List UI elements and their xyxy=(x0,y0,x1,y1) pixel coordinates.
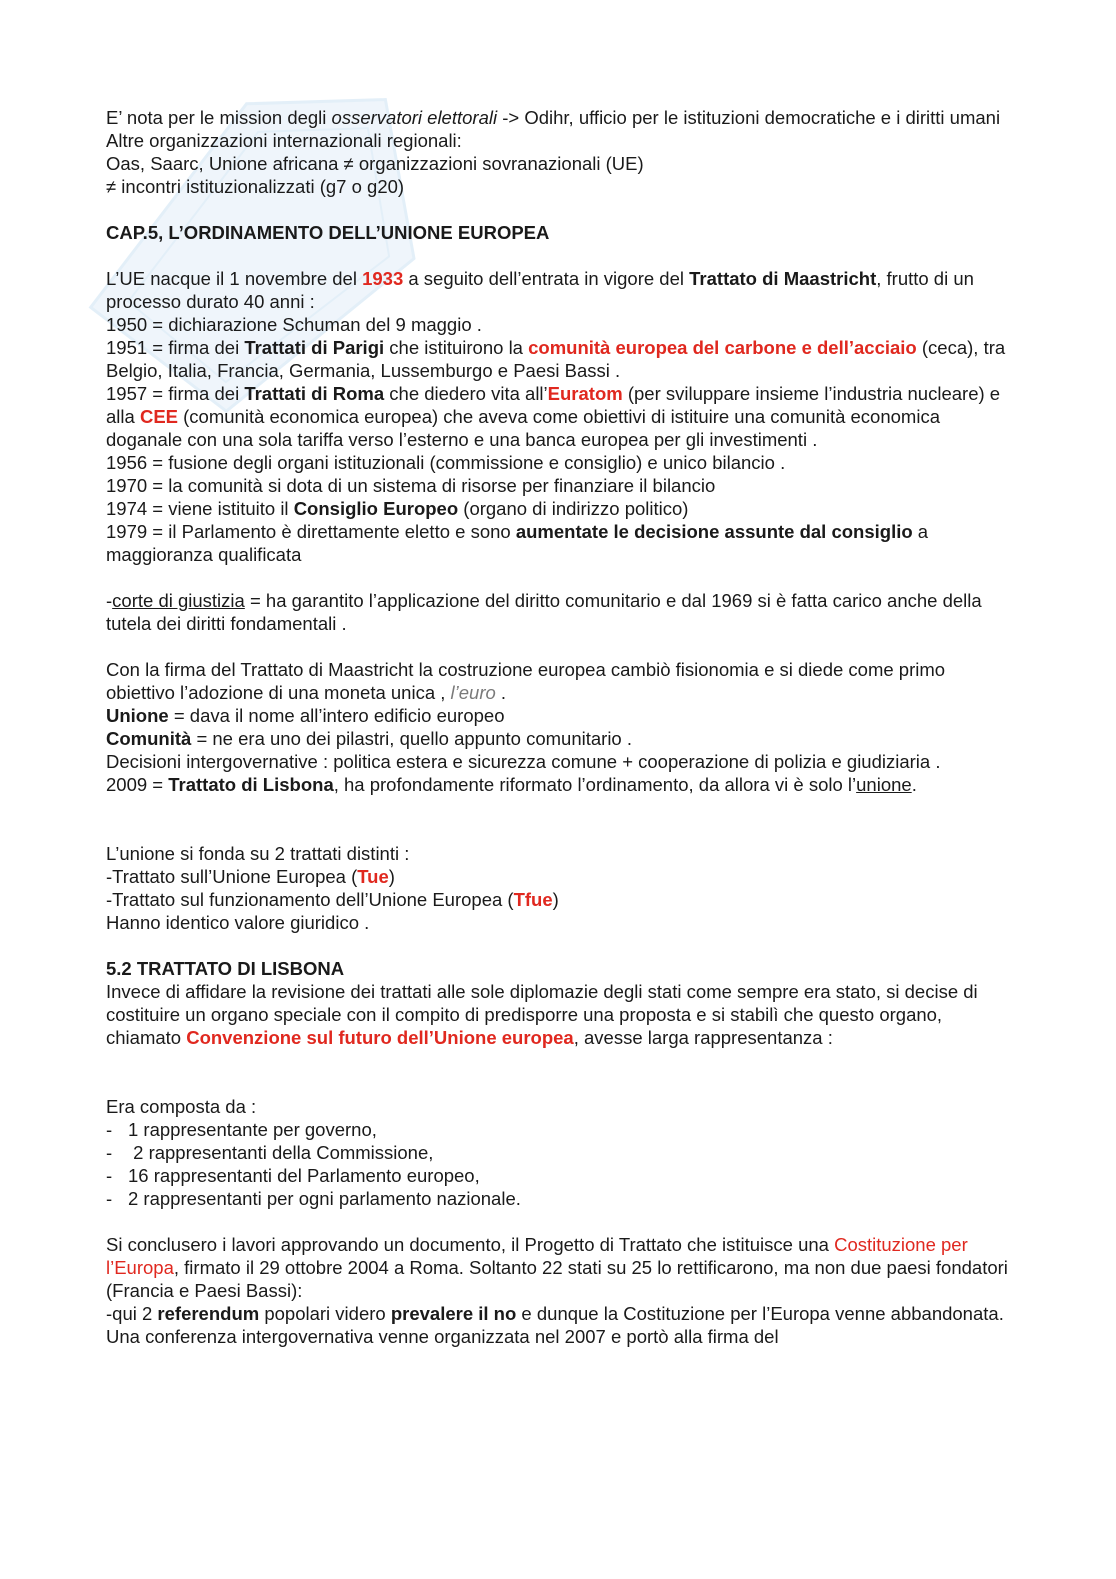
paragraph-costituzione: Si conclusero i lavori approvando un documento, il Progetto di Trattato che istituisce una Costituzione per l’Europa, firmato il 29 ottobre 2004 a Roma. Soltanto 22 stati su 25 lo rettificarono, ma non due paesi fondatori (Francia e Paesi Bassi): xyxy=(106,1234,1008,1301)
timeline-1950: 1950 = dichiarazione Schuman del 9 maggio . xyxy=(106,314,482,335)
timeline-1956: 1956 = fusione degli organi istituzionali (commissione e consiglio) e unico bilancio . xyxy=(106,452,786,473)
item-tfue: -Trattato sul funzionamento dell’Unione Europea (Tfue) xyxy=(106,889,559,910)
list-item: - 1 rappresentante per governo, xyxy=(106,1118,1011,1141)
list-item: - 2 rappresentanti per ogni parlamento nazionale. xyxy=(106,1187,1011,1210)
paragraph-g7: ≠ incontri istituzionalizzati (g7 o g20) xyxy=(106,176,405,197)
timeline-1970: 1970 = la comunità si dota di un sistema di risorse per finanziare il bilancio xyxy=(106,475,716,496)
list-item: - 16 rappresentanti del Parlamento europeo, xyxy=(106,1164,1011,1187)
paragraph-valore: Hanno identico valore giuridico . xyxy=(106,912,370,933)
definition-comunita: Comunità = ne era uno dei pilastri, quello appunto comunitario . xyxy=(106,728,632,749)
paragraph-corte: -corte di giustizia = ha garantito l’applicazione del diritto comunitario e dal 1969 si è fatta carico anche della tutela dei diritti fondamentali . xyxy=(106,590,982,634)
paragraph-referendum: -qui 2 referendum popolari videro prevalere il no e dunque la Costituzione per l’Europa venne abbandonata. Una conferenza intergovernativa venne organizzata nel 2007 e portò alla firma del xyxy=(106,1303,1004,1347)
section-title: 5.2 TRATTATO DI LISBONA xyxy=(106,958,345,979)
document-body xyxy=(106,106,1011,1348)
paragraph-trattati: L’unione si fonda su 2 trattati distinti : xyxy=(106,843,410,864)
timeline-2009: 2009 = Trattato di Lisbona, ha profondamente riformato l’ordinamento, da allora vi è solo l’unione. xyxy=(106,774,917,795)
item-tue: -Trattato sull’Unione Europea (Tue) xyxy=(106,866,395,887)
paragraph-oas: Oas, Saarc, Unione africana ≠ organizzazioni sovranazionali (UE) xyxy=(106,153,644,174)
definition-unione: Unione = dava il nome all’intero edificio europeo xyxy=(106,705,505,726)
timeline-1974: 1974 = viene istituito il Consiglio Europeo (organo di indirizzo politico) xyxy=(106,498,689,519)
paragraph-composta: Era composta da : xyxy=(106,1096,257,1117)
chapter-title: CAP.5, L’ORDINAMENTO DELL’UNIONE EUROPEA xyxy=(106,222,550,243)
list-item: - 2 rappresentanti della Commissione, xyxy=(106,1141,1011,1164)
paragraph-ue-birth: L’UE nacque il 1 novembre del 1933 a seguito dell’entrata in vigore del Trattato di Maastricht, frutto di un processo durato 40 anni : xyxy=(106,268,974,312)
paragraph-other-orgs: Altre organizzazioni internazionali regionali: xyxy=(106,130,462,151)
paragraph-convenzione: Invece di affidare la revisione dei trattati alle sole diplomazie degli stati come sempre era stato, si decise di costituire un organo speciale con il compito di predisporre una proposta e si stabilì che questo organo, chiamato Convenzione sul futuro dell’Unione europea, avesse larga rappresentanza : xyxy=(106,981,978,1048)
paragraph-decisioni: Decisioni intergovernative : politica estera e sicurezza comune + cooperazione di polizia e giudiziaria . xyxy=(106,751,941,772)
timeline-1951: 1951 = firma dei Trattati di Parigi che istituirono la comunità europea del carbone e dell’acciaio (ceca), tra Belgio, Italia, Francia, Germania, Lussemburgo e Paesi Bassi . xyxy=(106,337,1006,381)
timeline-1957: 1957 = firma dei Trattati di Roma che diedero vita all’Euratom (per sviluppare insieme l’industria nucleare) e alla CEE (comunità economica europea) che aveva come obiettivi di istituire una comunità economica doganale con una sola tariffa verso l’esterno e una banca europea per gli investimenti . xyxy=(106,383,1001,450)
paragraph-odihr: E’ nota per le mission degli osservatori elettorali -> Odihr, ufficio per le istituzioni democratiche e i diritti umani xyxy=(106,107,1001,128)
timeline-1979: 1979 = il Parlamento è direttamente eletto e sono aumentate le decisione assunte dal consiglio a maggioranza qualificata xyxy=(106,521,929,565)
composition-list xyxy=(106,1118,1011,1210)
paragraph-maastricht: Con la firma del Trattato di Maastricht la costruzione europea cambiò fisionomia e si diede come primo obiettivo l’adozione di una moneta unica , l’euro . xyxy=(106,659,946,703)
